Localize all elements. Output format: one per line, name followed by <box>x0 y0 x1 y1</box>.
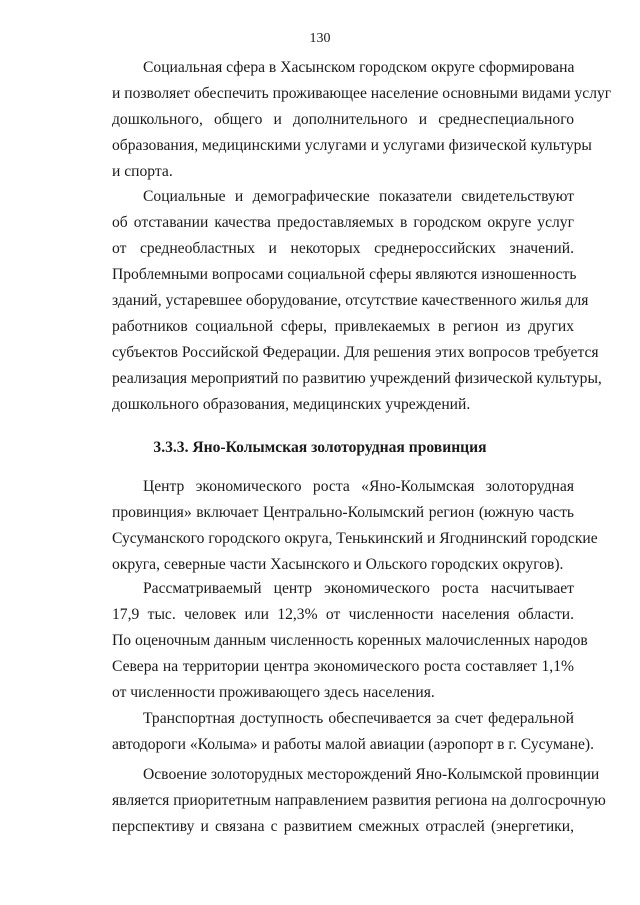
text-line: Проблемными вопросами социальной сферы являются изношенность <box>112 266 577 283</box>
page-number: 130 <box>309 31 331 46</box>
text-line: Социальные и демографические показатели свидетельствуют <box>143 188 574 205</box>
text-line: автодороги «Колыма» и работы малой авиации (аэропорт в г. Сусумане). <box>112 736 594 753</box>
text-line: и спорта. <box>112 163 173 180</box>
text-line: реализация мероприятий по развитию учреждений физической культуры, <box>112 370 602 387</box>
text-line: Транспортная доступность обеспечивается за счет федеральной <box>143 710 574 727</box>
section-heading: 3.3.3. Яно-Колымская золоторудная провинция <box>153 439 487 456</box>
text-line: 17,9 тыс. человек или 12,3% от численности населения области. <box>112 606 574 623</box>
text-line: от среднеобластных и некоторых среднероссийских значений. <box>112 240 574 257</box>
text-line: провинция» включает Центрально-Колымский регион (южную часть <box>112 504 574 521</box>
text-line: Рассматриваемый центр экономического роста насчитывает <box>143 580 574 597</box>
text-line: Сусуманского городского округа, Тенькинский и Ягоднинский городские <box>112 530 598 547</box>
text-line: Освоение золоторудных месторождений Яно-Колымской провинции <box>143 766 600 783</box>
text-line: работников социальной сферы, привлекаемых в регион из других <box>112 318 574 335</box>
text-line: дошкольного образования, медицинских учреждений. <box>112 396 471 413</box>
text-line: перспективу и связана с развитием смежных отраслей (энергетики, <box>112 818 574 835</box>
text-line: является приоритетным направлением развития региона на долгосрочную <box>112 792 606 809</box>
text-line: Центр экономического роста «Яно-Колымская золоторудная <box>143 478 574 495</box>
text-line: зданий, устаревшее оборудование, отсутствие качественного жилья для <box>112 292 589 309</box>
text-line: и позволяет обеспечить проживающее население основными видами услуг <box>112 85 612 102</box>
text-line: образования, медицинскими услугами и услугами физической культуры <box>112 137 592 154</box>
text-line: об отставании качества предоставляемых в городском округе услуг <box>112 214 574 231</box>
text-line: дошкольного, общего и дополнительного и среднеспециального <box>112 111 574 128</box>
text-line: По оценочным данным численность коренных малочисленных народов <box>112 632 588 649</box>
text-line: Социальная сфера в Хасынском городском округе сформирована <box>143 59 575 76</box>
text-line: округа, северные части Хасынского и Ольского городских округов). <box>112 556 564 573</box>
text-line: Севера на территории центра экономического роста составляет 1,1% <box>112 658 574 675</box>
text-line: субъектов Российской Федерации. Для решения этих вопросов требуется <box>112 344 599 361</box>
text-line: от численности проживающего здесь населения. <box>112 684 435 701</box>
